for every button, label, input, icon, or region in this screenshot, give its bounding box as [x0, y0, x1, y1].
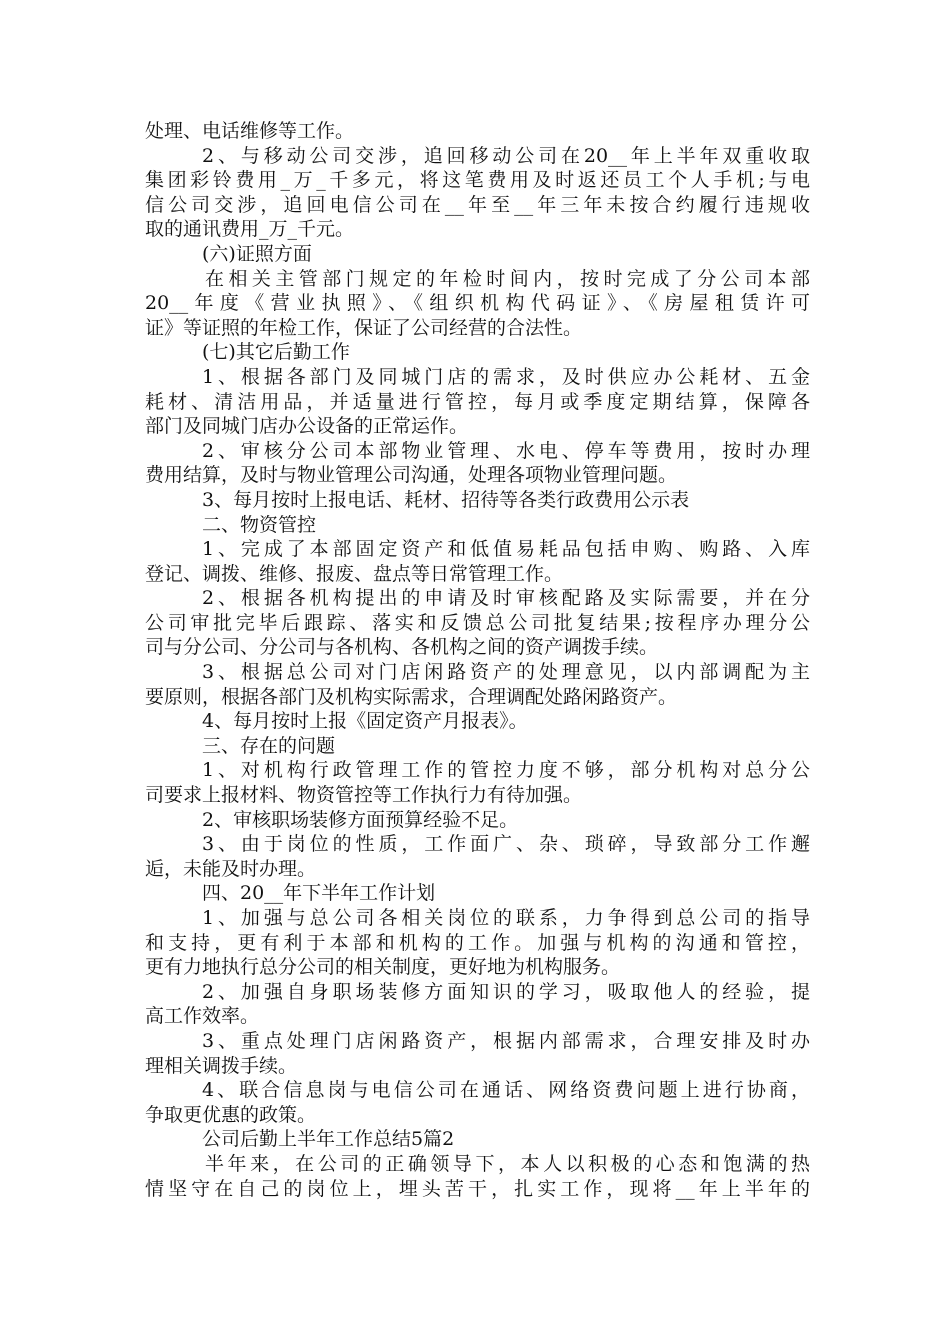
text-line: 1、加强与总公司各相关岗位的联系，力争得到总公司的指导	[202, 907, 810, 929]
text-line: 1、对机构行政管理工作的管控力度不够，部分机构对总分公	[202, 759, 810, 782]
text-line: 1、根据各部门及同城门店的需求，及时供应办公耗材、五金	[202, 365, 810, 388]
text-line: 情坚守在自己的岗位上，埋头苦干，扎实工作，现将__年上半年的	[145, 1177, 810, 1200]
text-line: 部门及同城门店办公设备的正常运作。	[145, 415, 469, 438]
text-line: 2、加强自身职场装修方面知识的学习，吸取他人的经验，提	[202, 980, 810, 1003]
text-line: 3、每月按时上报电话、耗材、招待等各类行政费用公示表	[202, 488, 690, 511]
text-line: 半年来，在公司的正确领导下，本人以积极的心态和饱满的热	[205, 1152, 810, 1175]
text-line: (六)证照方面	[202, 242, 312, 265]
text-line: 三、存在的问题	[202, 734, 336, 757]
text-line: 集团彩铃费用_万_千多元，将这笔费用及时返还员工个人手机;与电	[145, 169, 810, 192]
text-line: 理相关调拨手续。	[145, 1054, 298, 1077]
text-line: 二、物资管控	[202, 513, 317, 536]
text-line: (七)其它后勤工作	[202, 341, 350, 364]
document-body	[145, 119, 810, 1201]
text-line: 2、审核职场装修方面预算经验不足。	[202, 808, 519, 831]
text-line: 四、20__年下半年工作计划	[202, 882, 436, 905]
text-line: 要原则，根据各部门及机构实际需求，合理调配处路闲路资产。	[145, 685, 678, 708]
text-line: 更有力地执行总分公司的相关制度，更好地为机构服务。	[145, 956, 621, 979]
text-line: 公司审批完毕后跟踪、落实和反馈总公司批复结果;按程序办理分公	[145, 611, 810, 634]
text-line: 争取更优惠的政策。	[145, 1103, 317, 1126]
text-line: 2、与移动公司交涉，追回移动公司在20__年上半年双重收取	[202, 144, 810, 167]
text-line: 司要求上报材料、物资管控等工作执行力有待加强。	[145, 784, 583, 807]
text-line: 取的通讯费用_万_千元。	[145, 218, 355, 241]
text-line: 3、由于岗位的性质，工作面广、杂、琐碎，导致部分工作邂	[202, 833, 810, 856]
text-line: 公司后勤上半年工作总结5篇2	[202, 1128, 455, 1151]
text-line: 3、根据总公司对门店闲路资产的处理意见，以内部调配为主	[202, 661, 810, 684]
text-line: 3、重点处理门店闲路资产，根据内部需求，合理安排及时办	[202, 1029, 810, 1052]
text-line: 2、审核分公司本部物业管理、水电、停车等费用，按时办理	[202, 439, 810, 462]
text-line: 信公司交涉，追回电信公司在__年至__年三年未按合约履行违规收	[145, 193, 810, 216]
text-line: 4、联合信息岗与电信公司在通话、网络资费问题上进行协商，	[202, 1079, 810, 1102]
text-line: 逅，未能及时办理。	[145, 857, 317, 880]
text-line: 登记、调拨、维修、报废、盘点等日常管理工作。	[145, 562, 564, 585]
text-line: 1、完成了本部固定资产和低值易耗品包括申购、购路、入库	[202, 538, 810, 561]
text-line: 和支持，更有利于本部和机构的工作。加强与机构的沟通和管控，	[145, 931, 810, 954]
text-line: 高工作效率。	[145, 1005, 260, 1028]
text-line: 2、根据各机构提出的申请及时审核配路及实际需要，并在分	[202, 587, 810, 610]
text-line: 20__年度《营业执照》、《组织机构代码证》、《房屋租赁许可	[145, 292, 810, 315]
text-line: 证》等证照的年检工作，保证了公司经营的合法性。	[145, 316, 583, 339]
text-line: 在相关主管部门规定的年检时间内，按时完成了分公司本部	[205, 267, 810, 290]
text-line: 处理、电话维修等工作。	[145, 120, 355, 142]
text-line: 司与分公司、分公司与各机构、各机构之间的资产调拨手续。	[145, 636, 659, 659]
text-line: 4、每月按时上报《固定资产月报表》。	[202, 710, 528, 733]
text-line: 耗材、清洁用品，并适量进行管控，每月或季度定期结算，保障各	[145, 390, 810, 413]
text-line: 费用结算，及时与物业管理公司沟通，处理各项物业管理问题。	[145, 464, 678, 487]
